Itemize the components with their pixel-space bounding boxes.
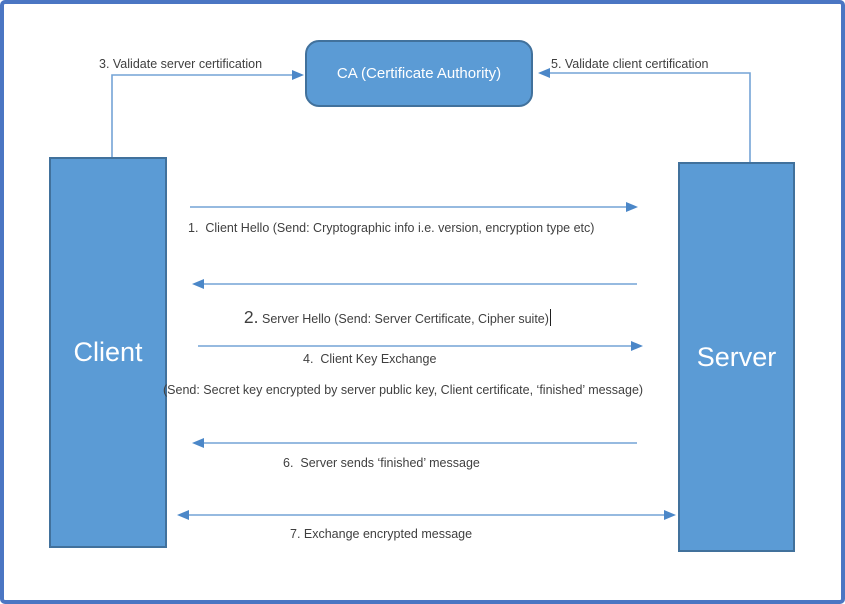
ca-node-label: CA (Certificate Authority) [336,65,502,82]
label-server-hello [230,293,551,342]
arrow-msg7-exchange-encrypted [177,510,676,520]
arrowhead-left-icon [538,68,550,78]
connector-validate-client-cert [538,68,750,162]
label-server-finished: 6. Server sends ‘finished’ message [283,456,480,470]
arrowhead-right-icon [664,510,676,520]
arrowhead-right-icon [626,202,638,212]
arrowhead-right-icon [631,341,643,351]
label-server-hello-text: Server Hello (Send: Server Certificate, Cipher suite) [258,312,549,327]
label-client-hello: 1. Client Hello (Send: Cryptographic info i.e. version, encryption type etc) [188,221,595,235]
arrow-msg6-server-finished [192,438,637,448]
arrowhead-left-icon [192,279,204,289]
arrow-msg1-client-hello [190,202,638,212]
label-client-key-exchange: 4. Client Key Exchange [303,352,437,366]
arrowhead-left-icon [192,438,204,448]
arrowhead-right-icon [292,70,304,80]
label-validate-client-cert: 5. Validate client certification [551,57,709,71]
server-node-label: Server [696,341,777,372]
text-cursor [550,309,552,326]
label-validate-server-cert: 3. Validate server certification [99,57,263,71]
label-client-key-exchange-detail: (Send: Secret key encrypted by server public key, Client certificate, ‘finished’ message) [163,383,644,397]
connector-validate-server-cert [112,70,304,157]
label-exchange-encrypted: 7. Exchange encrypted message [290,527,473,541]
label-server-hello-number: 2. [243,307,259,328]
client-node-label: Client [73,337,143,367]
arrow-msg4-client-key-exchange [198,341,643,351]
arrowhead-left-icon [177,510,189,520]
arrow-msg2-server-hello [192,279,637,289]
